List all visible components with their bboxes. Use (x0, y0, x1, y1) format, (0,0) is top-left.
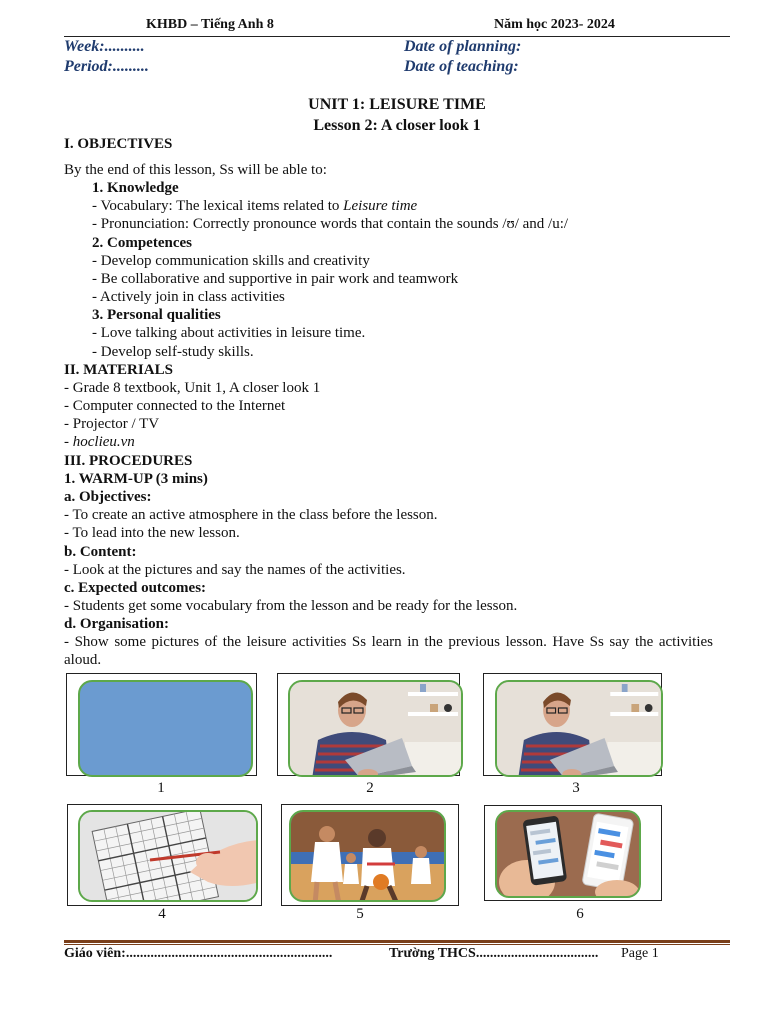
boy-laptop-picture-2 (288, 680, 463, 777)
qualities-heading: 3. Personal qualities (92, 307, 221, 323)
header-left: KHBD – Tiếng Anh 8 (146, 17, 274, 32)
sudoku-picture-4 (78, 810, 258, 902)
picture-label-6: 6 (576, 906, 584, 922)
basketball-picture-5 (289, 810, 446, 902)
boy-laptop-illustration (497, 682, 663, 777)
picture-label-3: 3 (572, 780, 580, 796)
footer-page: Page 1 (621, 946, 659, 961)
picture-frame-5 (281, 804, 459, 906)
organisation-heading: d. Organisation: (64, 616, 170, 632)
footer-rule-thick (64, 940, 730, 943)
picture-frame-3 (483, 673, 662, 776)
organisation-item: - Show some pictures of the leisure activities Ss learn in the previous lesson. Have Ss say the activities aloud. (64, 634, 713, 668)
material-link-line (64, 433, 135, 451)
warmup-heading: 1. WARM-UP (3 mins) (64, 471, 208, 487)
boy-laptop-illustration (290, 682, 463, 777)
basketball-illustration (291, 812, 446, 902)
warmup-objective: - To create an active atmosphere in the class before the lesson. (64, 507, 438, 523)
material-item: - Computer connected to the Internet (64, 398, 286, 414)
week-field: Week:.......... (64, 38, 145, 55)
lesson-title: Lesson 2: A closer look 1 (313, 117, 481, 134)
outcomes-item: - Students get some vocabulary from the lesson and be ready for the lesson. (64, 598, 518, 614)
materials-heading: II. MATERIALS (64, 362, 173, 378)
outcomes-heading: c. Expected outcomes: (64, 580, 207, 596)
vocabulary-topic: Leisure time (343, 198, 418, 214)
unit-title: UNIT 1: LEISURE TIME (308, 96, 486, 113)
competence-item: - Actively join in class activities (92, 289, 285, 305)
competences-heading: 2. Competences (92, 235, 192, 251)
blank-picture-1 (78, 680, 253, 777)
picture-label-2: 2 (366, 780, 374, 796)
content-item: - Look at the pictures and say the names of the activities. (64, 562, 406, 578)
warmup-objective: - To lead into the new lesson. (64, 525, 240, 541)
header-right: Năm học 2023- 2024 (494, 17, 615, 32)
date-teaching-field: Date of teaching: (404, 58, 519, 75)
pronunciation-line: - Pronunciation: Correctly pronounce words that contain the sounds /ʊ/ and /u:/ (92, 216, 569, 232)
smartphone-picture-6 (495, 810, 641, 898)
material-item: - Projector / TV (64, 416, 160, 432)
boy-laptop-picture-3 (495, 680, 663, 777)
hoclieu-link[interactable]: hoclieu.vn (72, 434, 135, 450)
header-rule (64, 36, 730, 37)
picture-frame-2 (277, 673, 460, 776)
objectives-intro: By the end of this lesson, Ss will be able to: (64, 162, 327, 178)
smartphone-illustration (497, 812, 641, 898)
picture-frame-1 (66, 673, 257, 776)
material-item: - Grade 8 textbook, Unit 1, A closer look 1 (64, 380, 321, 396)
quality-item: - Love talking about activities in leisure time. (92, 325, 366, 341)
content-heading: b. Content: (64, 544, 137, 560)
picture-label-4: 4 (158, 906, 166, 922)
footer-school: Trường THCS................................... (389, 946, 599, 961)
objectives-heading: I. OBJECTIVES (64, 136, 173, 152)
procedures-heading: III. PROCEDURES (64, 453, 193, 469)
sudoku-illustration (80, 812, 258, 902)
picture-frame-4 (67, 804, 262, 906)
vocabulary-text: - Vocabulary: The lexical items related to (92, 198, 344, 214)
competence-item: - Develop communication skills and creativity (92, 253, 370, 269)
footer-teacher: Giáo viên:........................................................... (64, 946, 333, 961)
period-field: Period:......... (64, 58, 149, 75)
picture-label-5: 5 (356, 906, 364, 922)
knowledge-heading: 1. Knowledge (92, 180, 179, 196)
material-dash: - (64, 434, 73, 450)
picture-frame-6 (484, 805, 662, 901)
date-planning-field: Date of planning: (404, 38, 522, 55)
competence-item: - Be collaborative and supportive in pair work and teamwork (92, 271, 459, 287)
vocabulary-line (92, 197, 417, 215)
picture-label-1: 1 (157, 780, 165, 796)
quality-item: - Develop self-study skills. (92, 344, 254, 360)
objectives-sub-heading: a. Objectives: (64, 489, 152, 505)
footer-rule-thin (64, 944, 730, 945)
